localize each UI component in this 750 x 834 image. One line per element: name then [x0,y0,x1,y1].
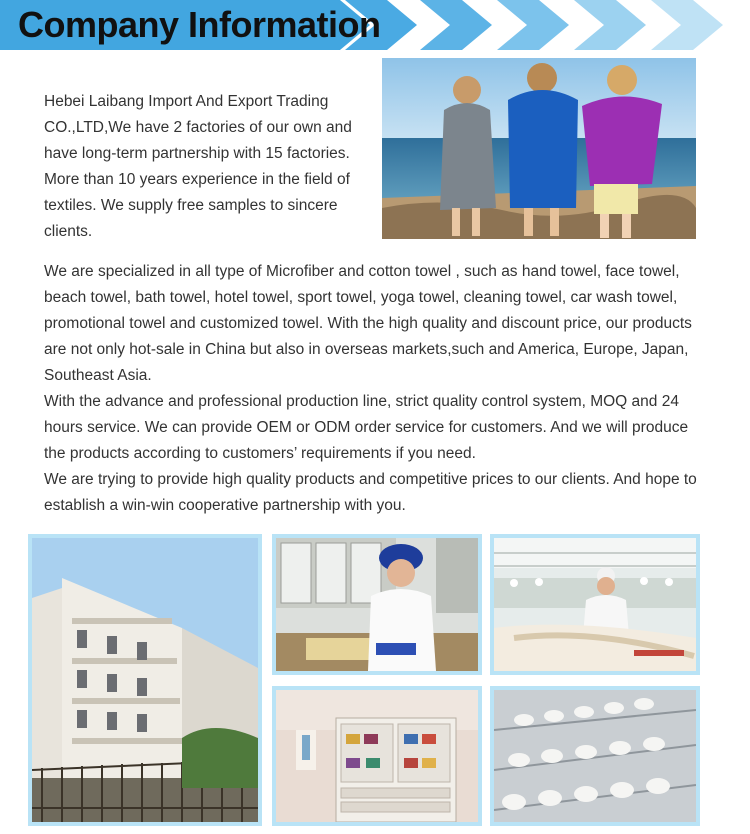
partnership-paragraph: We are trying to provide high quality products and competitive prices to our clients. And hope to establish a win-win cooperative partnership with you. [44,471,697,514]
page-title: Company Information [18,4,381,45]
children-with-towels-at-beach-photo [382,58,696,239]
yarn-spools-photo [490,686,700,826]
header-banner [0,0,750,50]
quality-inspection-lab-photo [272,534,482,675]
banner-chevron [574,0,646,50]
banner-chevron [420,0,492,50]
service-paragraph: With the advance and professional production line, strict quality control system, MOQ and 24 hours service. We can provide OEM or ODM order service for customers. And we will produce the products according to customers’ requirements if you need. [44,393,689,462]
intro-paragraph: Hebei Laibang Import And Export Trading CO.,LTD,We have 2 factories of our own and have long-term partnership with 15 factories. More than 10 years experience in the field of textiles. We supply free samples to sincere clients. [44,93,352,240]
factory-building-photo [28,534,262,826]
banner-chevron [651,0,723,50]
sample-showroom-photo [272,686,482,826]
production-workshop-photo [490,534,700,675]
banner-chevron [497,0,569,50]
specialization-paragraph: We are specialized in all type of Microfiber and cotton towel , such as hand towel, face towel, beach towel, bath towel, hotel towel, sport towel, yoga towel, cleaning towel, car wash towel, promotional towel and customized towel. With the high quality and discount price, our products are not only hot-sale in China but also in overseas markets,such and America, Europe, Japan, Southeast Asia. [44,263,692,384]
company-description [44,259,709,519]
